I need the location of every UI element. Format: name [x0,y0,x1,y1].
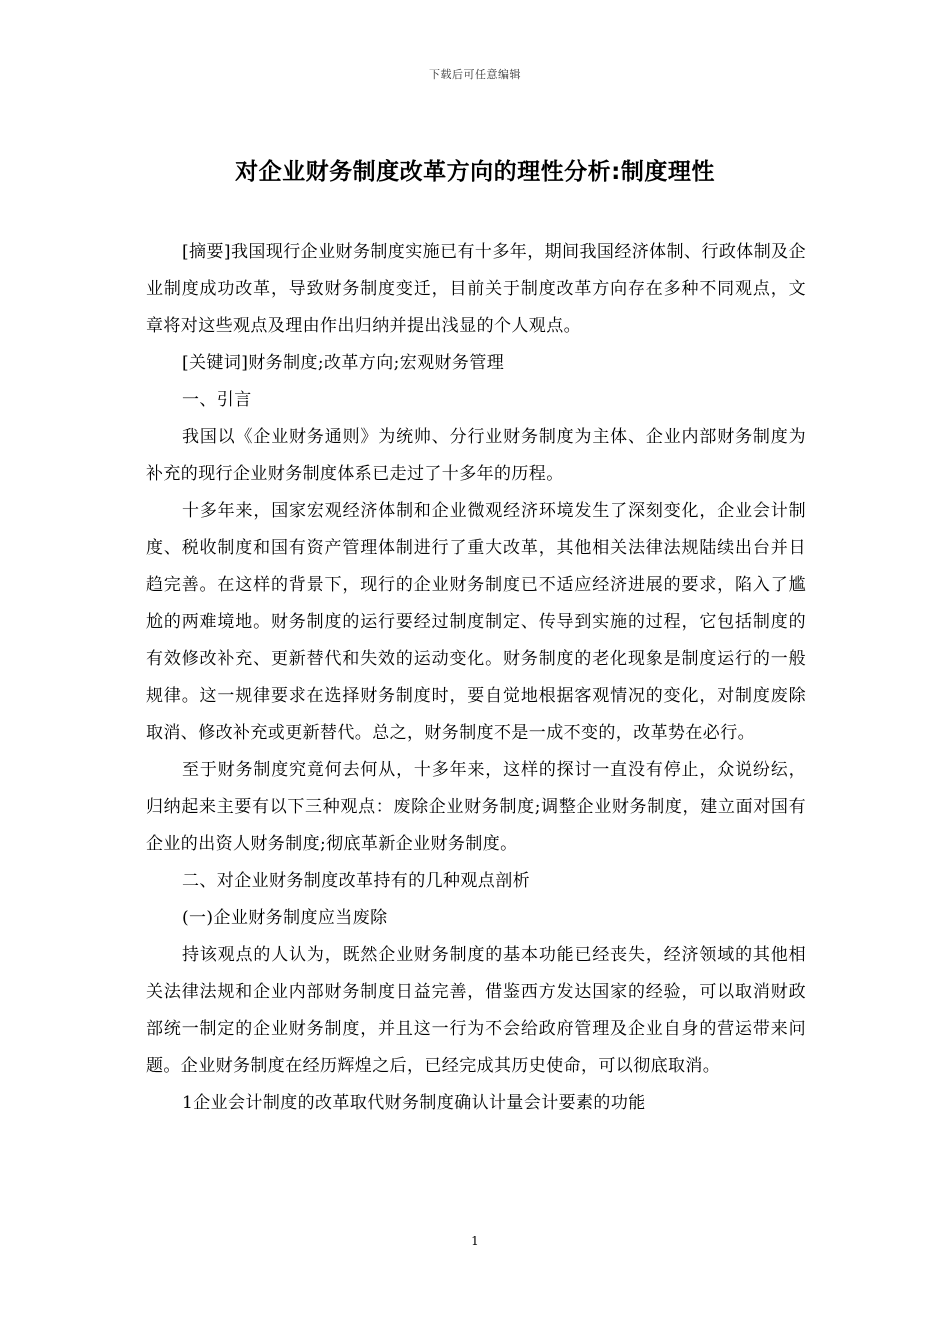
paragraph: 持该观点的人认为，既然企业财务制度的基本功能已经丧失，经济领域的其他相关法律法规和企业内部财务制度日益完善，借鉴西方发达国家的经验，可以取消财政部统一制定的企业财务制度，并且这一行为不会给政府管理及企业自身的营运带来问题。企业财务制度在经历辉煌之后，已经完成其历史使命，可以彻底取消。 [146,945,806,1076]
section-heading-introduction: 一、引言 [182,390,252,410]
document-title: 对企业财务制度改革方向的理性分析:制度理性 [235,159,715,185]
subsection-heading: (一)企业财务制度应当废除 [182,908,388,928]
paragraph-abstract: [摘要]我国现行企业财务制度实施已有十多年，期间我国经济体制、行政体制及企业制度成功改革，导致财务制度变迁，目前关于制度改革方向存在多种不同观点，文章将对这些观点及理由作出归纳并提出浅显的个人观点。 [146,242,806,336]
paragraph: 十多年来，国家宏观经济体制和企业微观经济环境发生了深刻变化，企业会计制度、税收制度和国有资产管理体制进行了重大改革，其他相关法律法规陆续出台并日趋完善。在这样的背景下，现行的企业财务制度已不适应经济进展的要求，陷入了尴尬的两难境地。财务制度的运行要经过制度制定、传导到实施的过程，它包括制度的有效修改补充、更新替代和失效的运动变化。财务制度的老化现象是制度运行的一般规律。这一规律要求在选择财务制度时，要自觉地根据客观情况的变化，对制度废除取消、修改补充或更新替代。总之，财务制度不是一成不变的，改革势在必行。 [146,501,806,743]
document-body [146,234,806,1122]
subsection-heading: 1企业会计制度的改革取代财务制度确认计量会计要素的功能 [182,1093,646,1113]
paragraph: 我国以《企业财务通则》为统帅、分行业财务制度为主体、企业内部财务制度为补充的现行企业财务制度体系已走过了十多年的历程。 [146,427,806,484]
section-heading-viewpoints: 二、对企业财务制度改革持有的几种观点剖析 [182,871,530,891]
paragraph: 至于财务制度究竟何去何从，十多年来，这样的探讨一直没有停止，众说纷纭，归纳起来主要有以下三种观点：废除企业财务制度;调整企业财务制度，建立面对国有企业的出资人财务制度;彻底革新企业财务制度。 [146,760,806,854]
paragraph-keywords: [关键词]财务制度;改革方向;宏观财务管理 [182,353,505,373]
page-header: 下载后可任意编辑 [429,68,521,81]
page-number: 1 [471,1234,479,1248]
